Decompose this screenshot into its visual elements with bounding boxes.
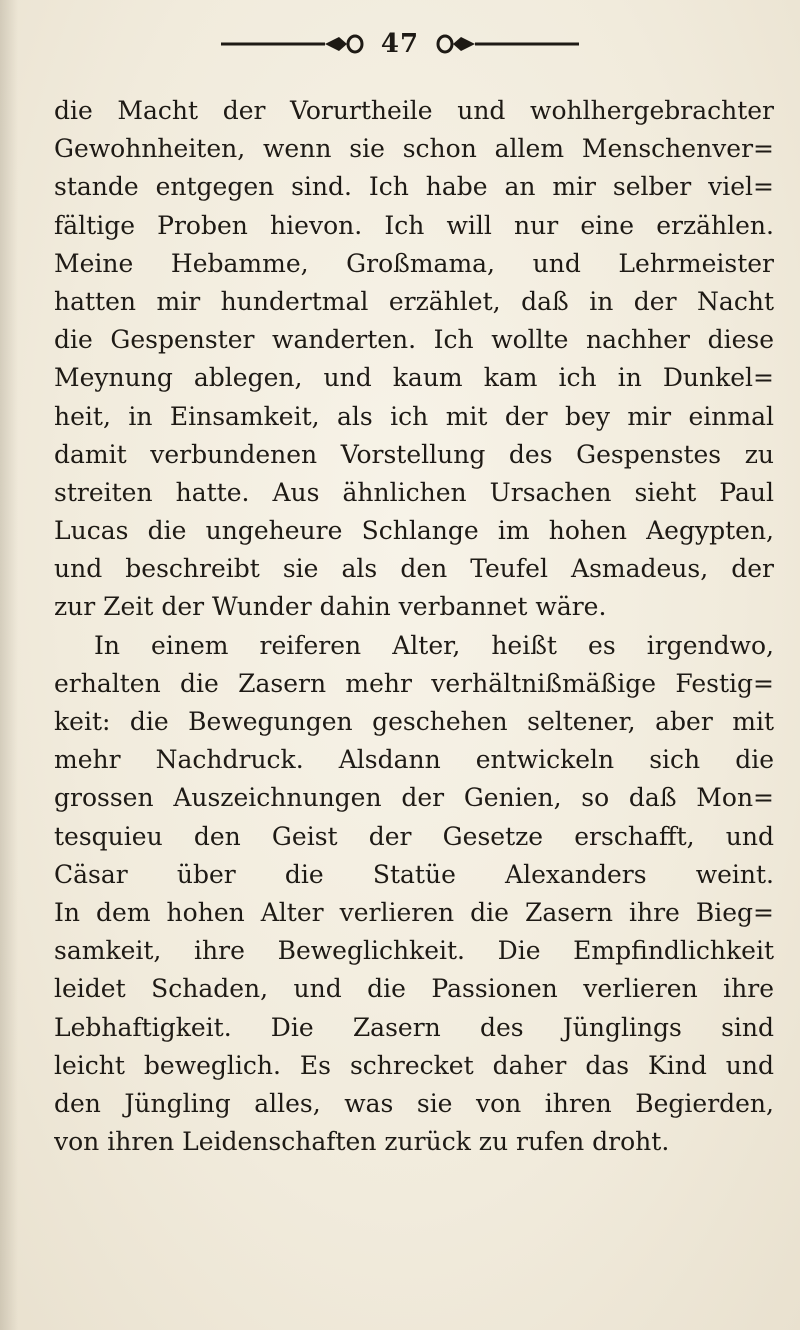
text-line: erhalten die Zasern mehr verhältnißmäßige Festig=	[54, 668, 774, 698]
text-line: den Jüngling alles, was sie von ihren Begierden,	[54, 1088, 774, 1118]
text-line: Cäsar über die Statüe Alexanders weint.	[54, 859, 774, 889]
text-line: Gewohnheiten, wenn sie schon allem Menschenver=	[54, 134, 774, 164]
text-line: In dem hohen Alter verlieren die Zasern ihre Bieg=	[54, 897, 774, 927]
text-line: fältige Proben hievon. Ich will nur eine erzählen.	[54, 210, 774, 240]
text-line: leicht beweglich. Es schrecket daher das Kind und	[54, 1050, 774, 1080]
page-number: 47	[380, 29, 420, 59]
left-ornament-icon	[217, 34, 367, 54]
page-header	[0, 24, 800, 64]
text-line: damit verbundenen Vorstellung des Gespenstes zu	[54, 439, 774, 469]
text-line: samkeit, ihre Beweglichkeit. Die Empfindlichkeit	[54, 936, 774, 966]
text-line: von ihren Leidenschaften zurück zu rufen droht.	[54, 1127, 670, 1157]
text-line: streiten hatte. Aus ähnlichen Ursachen sieht Paul	[54, 477, 774, 507]
text-line: Meynung ablegen, und kaum kam ich in Dunkel=	[54, 363, 774, 393]
text-line: Lucas die ungeheure Schlange im hohen Aegypten,	[54, 516, 774, 546]
text-line: und beschreibt sie als den Teufel Asmadeus, der	[54, 554, 774, 584]
body-text	[54, 92, 774, 1161]
text-line: leidet Schaden, und die Passionen verlieren ihre	[54, 974, 774, 1004]
right-ornament-icon	[433, 34, 583, 54]
text-line: die Macht der Vorurtheile und wohlhergebrachter	[54, 96, 774, 125]
text-line: zur Zeit der Wunder dahin verbannet wäre.	[54, 592, 607, 622]
text-line: heit, in Einsamkeit, als ich mit der bey mir einmal	[54, 401, 774, 431]
text-line: grossen Auszeichnungen der Genien, so daß Mon=	[54, 783, 774, 813]
text-line: mehr Nachdruck. Alsdann entwickeln sich die	[54, 745, 774, 775]
text-line: Meine Hebamme, Großmama, und Lehrmeister	[54, 248, 774, 278]
text-line: In einem reiferen Alter, heißt es irgendwo,	[94, 630, 774, 660]
text-line: keit: die Bewegungen geschehen seltener, aber mit	[54, 707, 774, 736]
text-line: tesquieu den Geist der Gesetze erschafft, und	[54, 821, 774, 851]
text-line: stande entgegen sind. Ich habe an mir selber viel=	[54, 172, 774, 202]
text-line: Lebhaftigkeit. Die Zasern des Jünglings sind	[54, 1012, 774, 1042]
binding-shadow	[0, 0, 18, 1330]
text-line: die Gespenster wanderten. Ich wollte nachher diese	[54, 325, 774, 355]
text-line: hatten mir hundertmal erzählet, daß in der Nacht	[54, 286, 774, 316]
